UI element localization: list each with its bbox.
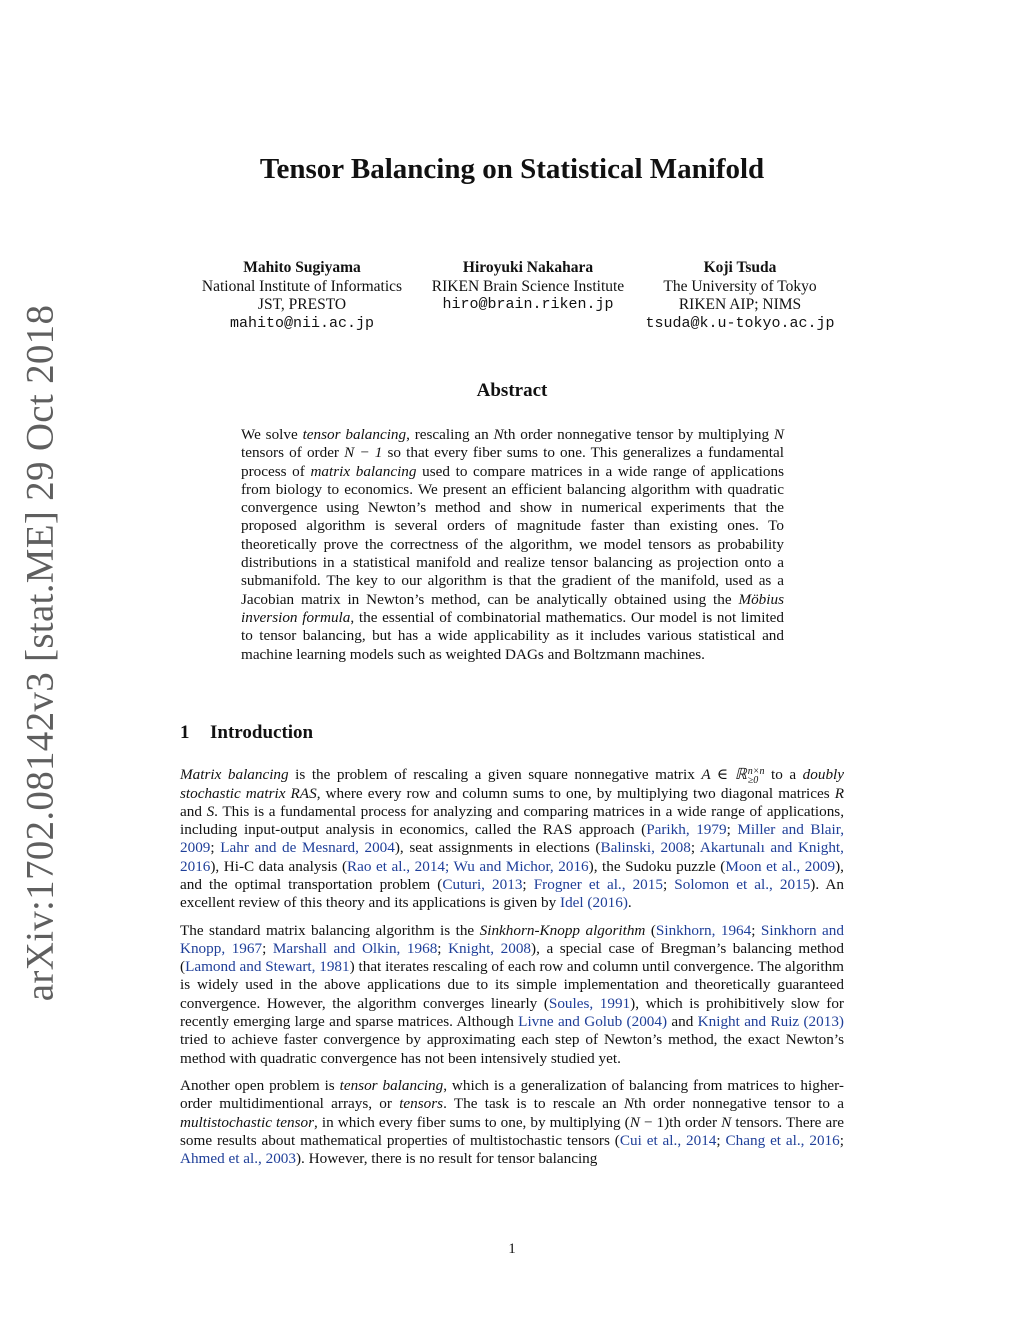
text-run: , in which every fiber sums to one, by multiplying ( (314, 1113, 630, 1131)
text-run: th order nonnegative tensor by multiplying (503, 426, 774, 443)
text-run: . The task is to rescale an (443, 1095, 624, 1113)
text-run: ; (690, 839, 700, 857)
emphasized-term: Sinkhorn-Knopp algorithm (479, 921, 646, 939)
citation-link[interactable]: Miller and Blair, 2009 (180, 821, 844, 857)
citation-link[interactable]: Knight, 2008 (448, 939, 532, 957)
text-run: ; (662, 876, 675, 893)
text-run: We solve (241, 426, 303, 443)
text-run: used to compare matrices in a wide range of applications from biology to economics. We present an efficient balancing algorithm with quadratic convergence using Newton’s method and show in numerical experiments that the proposed algorithm is several orders of magnitude faster than existing ones. To theoretically prove the correctness of the algorithm, we model tensors as probability distributions in a statistical manifold and realize tensor balancing as projection onto a submanifold. The key to our algorithm is that the gradient of the manifold, used as a Jacobian matrix in Newton’s method, can be analytically obtained using the (241, 462, 785, 608)
citation-link[interactable]: Ahmed et al., 2003 (180, 1150, 296, 1168)
text-run: and (667, 1013, 698, 1031)
math-superscript-subscript (748, 767, 765, 785)
page-number: 1 (508, 1241, 516, 1257)
paper-title: Tensor Balancing on Statistical Manifold (259, 153, 765, 185)
text-run: ; (716, 1131, 726, 1149)
arxiv-identifier-stamp (10, 304, 70, 1002)
text-run: tensors of order (241, 444, 345, 462)
math-superscript: n×n (747, 765, 765, 777)
citation-link[interactable]: Parikh, 1979 (646, 821, 727, 839)
math-subscript: ≥0 (747, 774, 759, 786)
text-run: ; (437, 939, 449, 957)
author-affiliation: JST, PRESTO (257, 296, 347, 313)
text-run: ; (262, 939, 273, 957)
author-email: hiro@brain.riken.jp (442, 296, 614, 313)
citation-link[interactable]: Sinkhorn, 1964 (655, 921, 752, 939)
abstract-heading: Abstract (476, 380, 548, 401)
author-email: tsuda@k.u-tokyo.ac.jp (645, 314, 835, 332)
emphasized-term: tensors (399, 1095, 444, 1113)
author-affiliation: RIKEN Brain Science Institute (431, 277, 625, 295)
introduction-body (180, 766, 844, 1177)
citation-link[interactable]: Lamond and Stewart, 1981 (185, 958, 350, 976)
citation-link[interactable]: Marshall and Olkin, 1968 (272, 939, 438, 957)
author-affiliation: National Institute of Informatics (201, 277, 403, 295)
text-run: The standard matrix balancing algorithm is the (180, 921, 480, 939)
citation-link[interactable]: Moon et al., 2009 (725, 857, 836, 875)
text-run: Another open problem is (180, 1076, 340, 1094)
text-run: , the essential of combinatorial mathematics. Our model is not limited to tensor balancing, but has a wide applicability as it includes various statistical and machine learning models such as weighted DAGs and Boltzmann machines. (241, 608, 784, 663)
text-run: is the problem of rescaling a given square nonnegative matrix (288, 766, 702, 783)
text-run: , rescaling an (406, 426, 494, 443)
math-symbol: N (773, 426, 785, 443)
citation-link[interactable]: Solomon et al., 2015 (674, 876, 811, 893)
author-block-1 (186, 259, 418, 333)
citation-link[interactable]: Knight and Ruiz (2013) (697, 1013, 844, 1031)
emphasized-term: tensor balancing (339, 1076, 444, 1094)
math-symbol: N (623, 1095, 634, 1113)
citation-link[interactable]: Cuturi, 2013 (442, 876, 523, 893)
citation-link[interactable]: Frogner et al., 2015 (533, 876, 663, 893)
text-run: . This is a fundamental process for analyzing and comparing matrices in a wide range of applications, including input-output analysis in economics, called the RAS approach ( (180, 802, 844, 839)
text-run: ). An excellent review of this theory and its applications is given by (180, 876, 844, 912)
text-run: . (627, 894, 632, 912)
citation-link[interactable]: Livne and Golub (2004) (518, 1013, 668, 1031)
emphasized-term: tensor balancing (302, 426, 407, 443)
citation-link[interactable]: Lahr and de Mesnard, 2004 (220, 839, 395, 857)
paragraph-1 (180, 766, 844, 913)
citation-link[interactable]: Soules, 1991 (548, 994, 631, 1012)
math-expression: A ∈ ℝ (701, 766, 747, 783)
math-symbol: S (206, 802, 215, 820)
text-run: and (180, 802, 207, 820)
author-affiliation: The University of Tokyo (663, 277, 817, 295)
author-affiliation: RIKEN AIP; NIMS (678, 296, 802, 313)
text-run: ), seat assignments in elections ( (394, 839, 601, 857)
text-run: tried to achieve faster convergence by approximating each step of Newton’s method, the exact Newton’s method with quadratic convergence has not been intensively studied yet. (180, 1031, 844, 1067)
text-run: ). However, there is no result for tensor balancing (296, 1150, 598, 1168)
author-name: Hiroyuki Nakahara (462, 259, 594, 276)
section-heading (180, 722, 313, 744)
math-symbol: N (721, 1113, 732, 1131)
author-block-2 (420, 259, 636, 315)
text-run: ), and the optimal transportation problem ( (180, 857, 844, 893)
section-number: 1 (180, 722, 190, 743)
text-run: tensors. There are some results about mathematical properties of multistochastic tensors ( (180, 1113, 845, 1149)
abstract-body (241, 426, 784, 664)
math-symbol: R (834, 784, 844, 802)
paragraph-2 (180, 922, 844, 1068)
text-run: ), Hi-C data analysis ( (210, 857, 348, 875)
citation-link[interactable]: Idel (2016) (560, 894, 628, 912)
section-title: Introduction (210, 722, 314, 743)
text-run: ; (751, 921, 761, 939)
paragraph-3 (180, 1077, 844, 1168)
author-name: Koji Tsuda (703, 259, 777, 276)
citation-link[interactable]: Sinkhorn and Knopp, 1967 (180, 921, 844, 957)
author-block-3 (640, 259, 840, 333)
arxiv-id-text: arXiv:1702.08142v3 [stat.ME] 29 Oct 2018 (18, 304, 62, 1002)
math-symbol: N (629, 1113, 640, 1131)
text-run: th order nonnegative tensor to a (634, 1095, 844, 1113)
text-run: , where every row and column sums to one, by multiplying two diagonal matrices (316, 784, 835, 802)
text-run: ), which is prohibitively slow for recently emerging large and sparse matrices. Although (180, 994, 844, 1031)
math-expression: N − 1 (344, 444, 383, 462)
text-run: ), a special case of Bregman’s balancing method ( (180, 939, 844, 976)
citation-link[interactable]: Akartunalı and Knight, 2016 (180, 839, 844, 875)
text-run: to a (764, 766, 803, 783)
text-run: ; (522, 876, 534, 893)
emphasized-term: matrix balancing (310, 462, 417, 480)
text-run: − 1)th order (639, 1113, 722, 1131)
text-run: ), the Sudoku puzzle ( (588, 857, 726, 875)
text-run: so that every fiber sums to one. This generalizes a fundamental process of (241, 444, 784, 480)
text-run: ; (210, 839, 221, 857)
citation-link[interactable]: Rao et al., 2014; Wu and Michor, 2016 (347, 857, 589, 875)
citation-link[interactable]: Cui et al., 2014 (619, 1131, 717, 1149)
text-run: ; (839, 1131, 844, 1149)
math-symbol: N (493, 426, 504, 443)
citation-link[interactable]: Balinski, 2008 (600, 839, 691, 857)
emphasized-term: doubly stochastic matrix RAS (180, 766, 844, 802)
emphasized-term: multistochastic tensor (180, 1113, 314, 1131)
text-run: ) that iterates rescaling of each row and column until convergence. The algorithm is widely used in the above applications due to its simple implementation and theoretically guaranteed convergence. However, the algorithm converges linearly ( (180, 958, 844, 1012)
emphasized-term: Matrix balancing (180, 766, 289, 783)
author-name: Mahito Sugiyama (243, 259, 361, 276)
text-run: ; (726, 821, 738, 839)
emphasized-term: Möbius inversion formula (241, 590, 784, 626)
citation-link[interactable]: Chang et al., 2016 (725, 1131, 840, 1149)
text-run: ( (645, 921, 656, 939)
text-run: , which is a generalization of balancing from matrices to higher-order multidimentional arrays, or (180, 1076, 844, 1113)
author-email: mahito@nii.ac.jp (229, 314, 375, 332)
